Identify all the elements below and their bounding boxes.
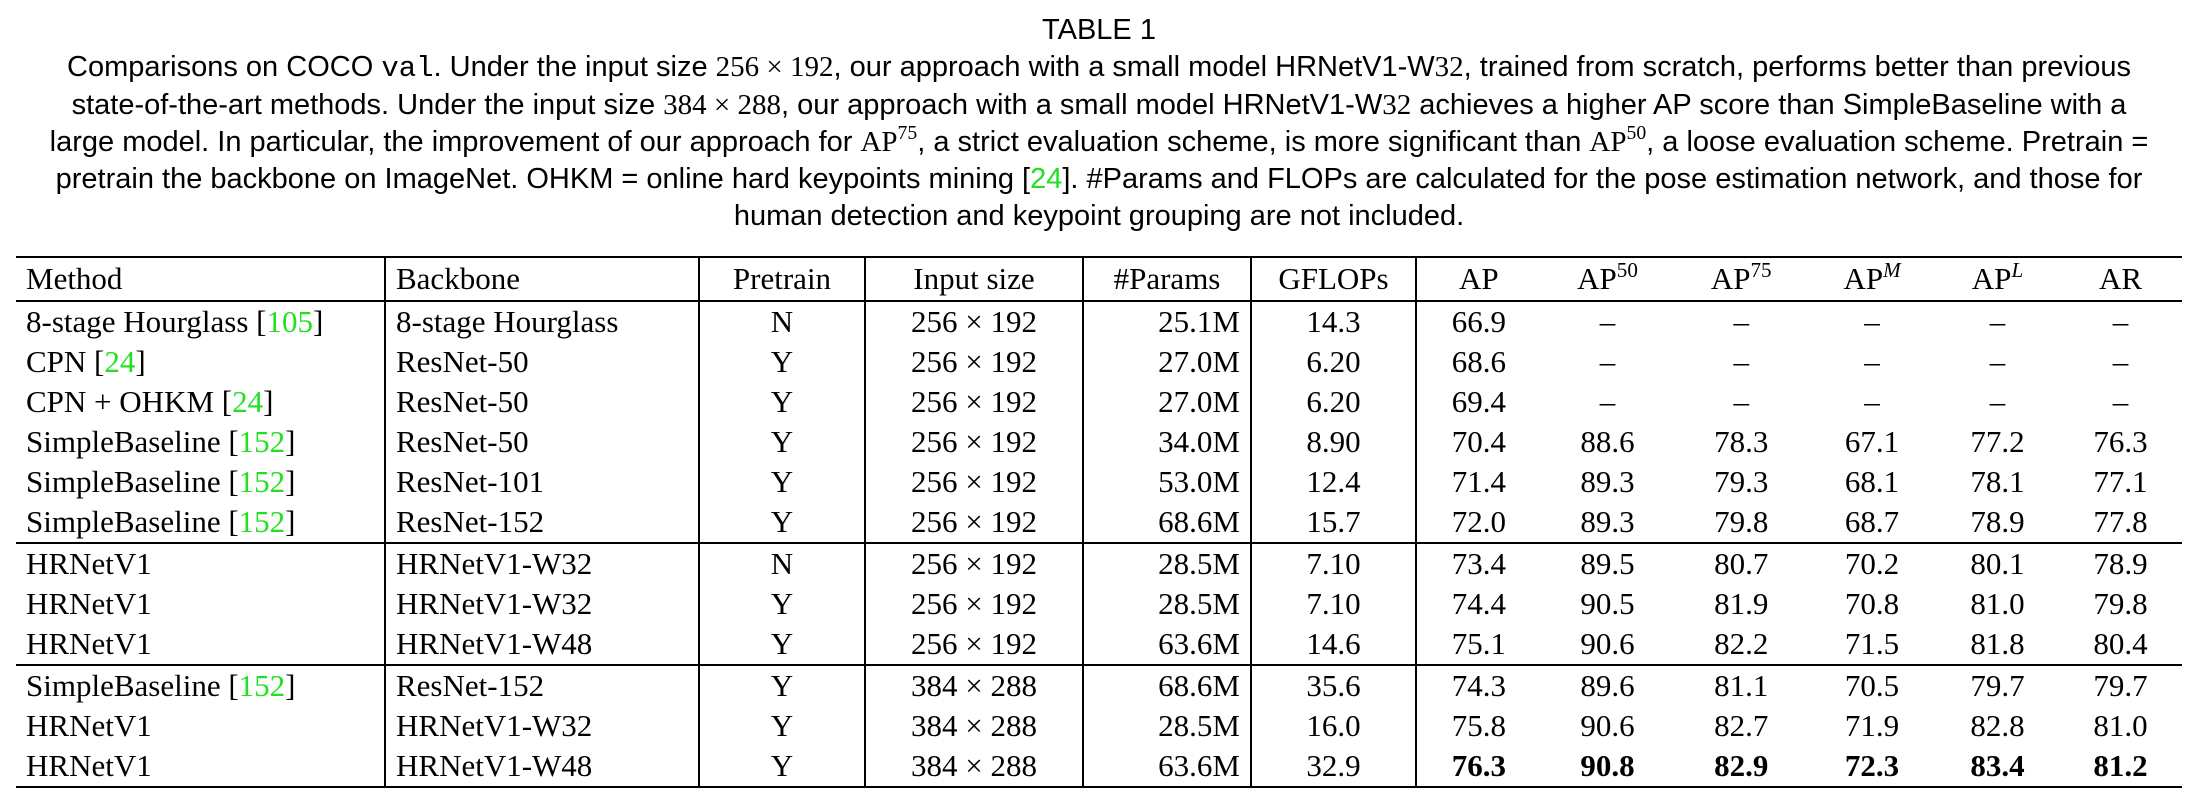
method-name: SimpleBaseline [	[26, 668, 239, 703]
cell-ar: –	[2112, 304, 2129, 339]
cell-gflops: 6.20	[1251, 342, 1416, 382]
cell-pretrain: Y	[699, 584, 865, 624]
cell-input-size: 256 × 192	[865, 382, 1083, 422]
cell-pretrain: Y	[699, 422, 865, 462]
cell-gflops: 14.3	[1251, 301, 1416, 342]
table-row	[16, 584, 2182, 624]
cell-ar: 79.7	[2059, 665, 2182, 706]
header-apm-base: AP	[1843, 261, 1884, 296]
cell-ap75: 79.8	[1714, 504, 1769, 539]
cell-pretrain: Y	[699, 706, 865, 746]
header-ap75-sup: 75	[1750, 257, 1772, 282]
cell-method	[16, 665, 385, 706]
cell-apm: –	[1864, 344, 1880, 379]
citation-link[interactable]: 152	[238, 424, 286, 459]
table-row	[16, 624, 2182, 665]
cell-ap75: 82.2	[1714, 626, 1769, 661]
caption-part6: achieves a higher AP score than SimpleBaseline with a large model. In particular, the improvement of our approach for	[49, 89, 2127, 158]
cell-apm: 71.5	[1844, 626, 1900, 661]
header-apm	[1808, 257, 1936, 301]
cell-backbone: ResNet-152	[385, 502, 699, 543]
cell-ap50: 90.6	[1580, 708, 1635, 743]
header-params: #Params	[1083, 257, 1251, 301]
cell-pretrain: Y	[699, 342, 865, 382]
cell-ap: 69.4	[1451, 384, 1506, 419]
cell-gflops: 16.0	[1251, 706, 1416, 746]
cell-params: 63.6M	[1083, 746, 1251, 787]
method-name: CPN [	[26, 344, 105, 379]
cell-params: 34.0M	[1083, 422, 1251, 462]
cell-method	[16, 543, 385, 584]
cell-ar: 78.9	[2059, 543, 2182, 584]
caption-ap50-sup: 50	[1626, 122, 1647, 145]
cell-ap50: 90.6	[1580, 626, 1635, 661]
cell-input-size: 256 × 192	[865, 422, 1083, 462]
citation-close: ]	[263, 384, 274, 419]
cell-params: 25.1M	[1083, 301, 1251, 342]
citation-close: ]	[135, 344, 146, 379]
cell-params: 27.0M	[1083, 382, 1251, 422]
cell-ap50: –	[1599, 304, 1616, 339]
cell-ap: 72.0	[1451, 504, 1506, 539]
cell-params: 28.5M	[1083, 706, 1251, 746]
citation-close: ]	[285, 504, 296, 539]
cell-ap: 74.3	[1416, 665, 1541, 706]
table-row	[16, 502, 2182, 543]
cell-ar: 81.2	[2059, 746, 2182, 787]
cell-apm: 72.3	[1808, 746, 1936, 787]
header-method: Method	[16, 257, 385, 301]
cell-gflops: 6.20	[1251, 382, 1416, 422]
caption-part8: , a loose evaluation scheme. Pretrain = pretrain the backbone on ImageNet. OHKM = online hard keypoints mining [	[55, 126, 2149, 195]
cell-ap: 74.4	[1451, 586, 1506, 621]
cell-params: 53.0M	[1083, 462, 1251, 502]
cell-ap75: –	[1733, 344, 1749, 379]
caption-part3: , our approach with a small model HRNetV1-W	[833, 51, 1435, 83]
cell-backbone: HRNetV1-W48	[385, 746, 699, 787]
header-input-size: Input size	[865, 257, 1083, 301]
cell-method	[16, 746, 385, 787]
header-ap50	[1541, 257, 1675, 301]
cell-input-size: 256 × 192	[865, 462, 1083, 502]
cell-pretrain: Y	[699, 624, 865, 665]
header-backbone: Backbone	[385, 257, 699, 301]
cell-ar: 79.8	[2093, 586, 2148, 621]
cell-params: 68.6M	[1083, 502, 1251, 543]
cell-ap: 71.4	[1451, 464, 1506, 499]
cell-ar: 81.0	[2093, 708, 2148, 743]
cell-input-size: 256 × 192	[865, 342, 1083, 382]
cell-apm: 67.1	[1844, 424, 1900, 459]
caption-ap75	[860, 122, 918, 158]
cell-ap: 73.4	[1416, 543, 1541, 584]
cell-backbone: 8-stage Hourglass	[385, 301, 699, 342]
citation-link[interactable]: 152	[238, 668, 286, 703]
cell-input-size: 384 × 288	[865, 746, 1083, 787]
cell-ar: –	[2112, 384, 2129, 419]
cell-apm: 70.2	[1808, 543, 1936, 584]
method-name: SimpleBaseline [	[26, 504, 239, 539]
caption-size2: 384 × 288	[663, 89, 782, 121]
header-gflops: GFLOPs	[1251, 257, 1416, 301]
cell-apl: 80.1	[1936, 543, 2059, 584]
cell-method	[16, 342, 385, 382]
cell-ap: 75.8	[1451, 708, 1506, 743]
cell-gflops: 7.10	[1251, 543, 1416, 584]
header-apl	[1936, 257, 2059, 301]
caption-size1: 256 × 192	[715, 51, 834, 83]
method-name: CPN + OHKM [	[26, 384, 233, 419]
method-name: SimpleBaseline [	[26, 424, 239, 459]
cell-apm: 68.1	[1844, 464, 1900, 499]
table-row	[16, 706, 2182, 746]
cell-params: 68.6M	[1083, 665, 1251, 706]
cell-apm: 70.5	[1808, 665, 1936, 706]
cell-pretrain: Y	[699, 502, 865, 543]
caption-w32a: 32	[1434, 51, 1464, 83]
cell-ap75: –	[1733, 304, 1749, 339]
cell-apm: 71.9	[1844, 708, 1900, 743]
cell-backbone: HRNetV1-W32	[385, 584, 699, 624]
cell-params: 28.5M	[1083, 584, 1251, 624]
cell-ap75: 79.3	[1714, 464, 1769, 499]
cell-apl: 78.9	[1970, 504, 2025, 539]
cell-ap: 68.6	[1451, 344, 1506, 379]
cell-backbone: ResNet-50	[385, 342, 699, 382]
header-ap50-sup: 50	[1616, 257, 1638, 282]
header-apm-sup: M	[1883, 257, 1901, 282]
cell-method	[16, 706, 385, 746]
cell-gflops: 8.90	[1251, 422, 1416, 462]
cell-ap: 76.3	[1416, 746, 1541, 787]
citation-close: ]	[285, 464, 296, 499]
citation-link[interactable]: 105	[266, 304, 313, 339]
cell-apm: –	[1864, 304, 1880, 339]
cell-pretrain: Y	[699, 382, 865, 422]
cell-ap: 66.9	[1451, 304, 1506, 339]
cell-ap75: 82.7	[1714, 708, 1769, 743]
table-row	[16, 342, 2182, 382]
cell-input-size: 256 × 192	[865, 543, 1083, 584]
cell-input-size: 256 × 192	[865, 301, 1083, 342]
table-row	[16, 462, 2182, 502]
cell-ap50: 88.6	[1580, 424, 1635, 459]
citation-close: ]	[285, 424, 296, 459]
caption-ap75-sup: 75	[897, 122, 918, 145]
cell-gflops: 35.6	[1251, 665, 1416, 706]
cell-apm: 70.8	[1844, 586, 1900, 621]
cell-apl: 82.8	[1970, 708, 2025, 743]
cell-ap50: 89.3	[1580, 504, 1635, 539]
caption-part4: , trained from scratch, performs better than previous state-of-the-art methods. Under the input size	[71, 51, 2131, 121]
cell-ap50: 89.5	[1541, 543, 1675, 584]
caption-part1: Comparisons on COCO	[67, 51, 382, 83]
cell-apm: 68.7	[1844, 504, 1900, 539]
cell-input-size: 384 × 288	[865, 706, 1083, 746]
citation-close: ]	[313, 304, 324, 339]
cell-params: 27.0M	[1083, 342, 1251, 382]
cell-apl: 79.7	[1936, 665, 2059, 706]
table-caption	[0, 12, 2198, 235]
cell-backbone: ResNet-101	[385, 462, 699, 502]
caption-part5: , our approach with a small model HRNetV1-W	[781, 89, 1383, 121]
table-row	[16, 665, 2182, 706]
cell-apl: 81.8	[1970, 626, 2025, 661]
cell-apl: –	[1989, 304, 2006, 339]
cell-ap75: 80.7	[1674, 543, 1808, 584]
caption-ap50-base: AP	[1589, 126, 1627, 158]
header-ar: AR	[2059, 257, 2182, 301]
header-ap50-base: AP	[1577, 261, 1617, 296]
method-name: HRNetV1	[26, 626, 152, 661]
cell-method	[16, 624, 385, 665]
cell-apl: 78.1	[1970, 464, 2025, 499]
cell-ar: –	[2112, 344, 2129, 379]
caption-part7: , a strict evaluation scheme, is more significant than	[917, 126, 1590, 158]
results-table	[16, 256, 2182, 788]
cell-apl: 83.4	[1936, 746, 2059, 787]
caption-part9: ]. #Params and FLOPs are calculated for the pose estimation network, and those for human detection and keypoint grouping are not included.	[733, 163, 2143, 232]
header-ap75-base: AP	[1710, 261, 1751, 296]
table-row	[16, 382, 2182, 422]
cell-params: 28.5M	[1083, 543, 1251, 584]
method-name: 8-stage Hourglass [	[26, 304, 267, 339]
caption-w32b: 32	[1382, 89, 1412, 121]
table-row	[16, 543, 2182, 584]
cell-ap50: –	[1599, 344, 1616, 379]
table-title: TABLE 1	[1042, 14, 1156, 46]
cell-method	[16, 382, 385, 422]
citation-close: ]	[285, 668, 296, 703]
cell-pretrain: N	[699, 543, 865, 584]
cell-gflops: 15.7	[1251, 502, 1416, 543]
cell-backbone: HRNetV1-W32	[385, 543, 699, 584]
cell-apl: –	[1989, 384, 2006, 419]
header-apl-base: AP	[1971, 261, 2012, 296]
cell-ap50: –	[1599, 384, 1616, 419]
cell-gflops: 32.9	[1251, 746, 1416, 787]
caption-ap75-base: AP	[860, 126, 898, 158]
cell-ap50: 90.5	[1580, 586, 1635, 621]
caption-ref-link[interactable]: 24	[1030, 163, 1063, 195]
cell-ap50: 90.8	[1541, 746, 1675, 787]
method-name: HRNetV1	[26, 546, 152, 581]
header-pretrain: Pretrain	[699, 257, 865, 301]
cell-apl: 77.2	[1970, 424, 2025, 459]
cell-ap50: 89.6	[1541, 665, 1675, 706]
cell-ar: 77.8	[2093, 504, 2148, 539]
header-ap75	[1674, 257, 1808, 301]
cell-gflops: 7.10	[1251, 584, 1416, 624]
method-name: HRNetV1	[26, 708, 152, 743]
citation-link[interactable]: 24	[104, 344, 136, 379]
cell-pretrain: Y	[699, 665, 865, 706]
cell-ap75: 81.9	[1714, 586, 1769, 621]
cell-input-size: 256 × 192	[865, 584, 1083, 624]
cell-method	[16, 584, 385, 624]
cell-ap75: 82.9	[1674, 746, 1808, 787]
cell-ap75: –	[1733, 384, 1749, 419]
cell-method	[16, 502, 385, 543]
cell-apl: –	[1989, 344, 2006, 379]
cell-apl: 81.0	[1970, 586, 2025, 621]
cell-ap: 75.1	[1451, 626, 1506, 661]
cell-method	[16, 422, 385, 462]
cell-ar: 80.4	[2093, 626, 2148, 661]
table-row	[16, 746, 2182, 787]
method-name: HRNetV1	[26, 748, 152, 783]
cell-input-size: 256 × 192	[865, 502, 1083, 543]
cell-ap75: 78.3	[1714, 424, 1769, 459]
header-apl-sup: L	[2011, 257, 2024, 282]
caption-part2: . Under the input size	[433, 51, 716, 83]
caption-ap50	[1589, 122, 1647, 158]
citation-link[interactable]: 152	[238, 504, 286, 539]
cell-backbone: ResNet-152	[385, 665, 699, 706]
cell-ar: 77.1	[2093, 464, 2148, 499]
header-ap: AP	[1416, 257, 1541, 301]
table-row	[16, 422, 2182, 462]
cell-input-size: 384 × 288	[865, 665, 1083, 706]
cell-backbone: HRNetV1-W32	[385, 706, 699, 746]
cell-method	[16, 462, 385, 502]
cell-pretrain: N	[699, 301, 865, 342]
citation-link[interactable]: 152	[238, 464, 286, 499]
cell-pretrain: Y	[699, 746, 865, 787]
table-body	[16, 301, 2182, 787]
cell-backbone: HRNetV1-W48	[385, 624, 699, 665]
citation-link[interactable]: 24	[232, 384, 264, 419]
header-row	[16, 257, 2182, 301]
cell-gflops: 12.4	[1251, 462, 1416, 502]
cell-ap: 70.4	[1451, 424, 1506, 459]
method-name: HRNetV1	[26, 586, 152, 621]
cell-backbone: ResNet-50	[385, 422, 699, 462]
cell-ap75: 81.1	[1674, 665, 1808, 706]
cell-apm: –	[1864, 384, 1880, 419]
cell-backbone: ResNet-50	[385, 382, 699, 422]
caption-val: val	[381, 52, 434, 85]
cell-ap50: 89.3	[1580, 464, 1635, 499]
cell-pretrain: Y	[699, 462, 865, 502]
cell-method	[16, 301, 385, 342]
method-name: SimpleBaseline [	[26, 464, 239, 499]
cell-ar: 76.3	[2093, 424, 2148, 459]
cell-gflops: 14.6	[1251, 624, 1416, 665]
table-row	[16, 301, 2182, 342]
cell-input-size: 256 × 192	[865, 624, 1083, 665]
cell-params: 63.6M	[1083, 624, 1251, 665]
caption-text	[44, 49, 2154, 235]
